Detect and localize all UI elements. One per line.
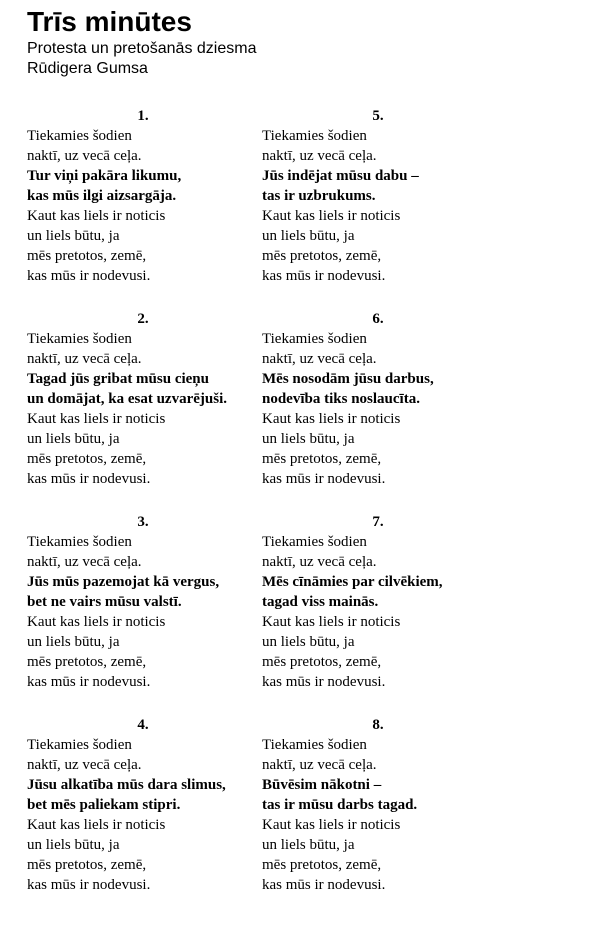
verse-line-bold: Jūsu alkatība mūs dara slimus, xyxy=(27,777,226,793)
verse-number: 4. xyxy=(137,717,149,733)
verse-line: Kaut kas liels ir noticis xyxy=(27,817,166,833)
verse-line-bold: tas ir uzbrukums. xyxy=(262,188,376,204)
verse-line: Kaut kas liels ir noticis xyxy=(27,411,166,427)
verse-6 xyxy=(262,309,494,489)
verse-line: Tiekamies šodien xyxy=(262,128,367,144)
verse-line-bold: Tagad jūs gribat mūsu cieņu xyxy=(27,371,209,387)
verse-1 xyxy=(27,106,259,286)
verse-number: 3. xyxy=(137,514,149,530)
subtitle: Protesta un pretošanās dziesma xyxy=(27,40,257,57)
verse-line: un liels būtu, ja xyxy=(27,634,120,650)
verse-3 xyxy=(27,512,259,692)
verse-line: naktī, uz vecā ceļa. xyxy=(262,351,377,367)
verse-4 xyxy=(27,715,259,895)
verse-number: 8. xyxy=(372,717,384,733)
verse-line: un liels būtu, ja xyxy=(27,837,120,853)
verse-line: kas mūs ir nodevusi. xyxy=(262,268,386,284)
verse-line: naktī, uz vecā ceļa. xyxy=(27,554,142,570)
verse-number: 1. xyxy=(137,108,149,124)
verse-line-bold: Tur viņi pakāra likumu, xyxy=(27,168,182,184)
verse-line: un liels būtu, ja xyxy=(262,837,355,853)
verse-line: Kaut kas liels ir noticis xyxy=(27,208,166,224)
verse-number: 5. xyxy=(372,108,384,124)
verse-line: un liels būtu, ja xyxy=(27,431,120,447)
verse-line-bold: Jūs indējat mūsu dabu – xyxy=(262,168,419,184)
page-title: Trīs minūtes xyxy=(27,6,192,37)
verse-5 xyxy=(262,106,494,286)
verse-line: naktī, uz vecā ceļa. xyxy=(262,757,377,773)
verse-line: un liels būtu, ja xyxy=(27,228,120,244)
verse-line: kas mūs ir nodevusi. xyxy=(262,877,386,893)
verse-line: kas mūs ir nodevusi. xyxy=(262,674,386,690)
verse-line: naktī, uz vecā ceļa. xyxy=(27,757,142,773)
verse-line: mēs pretotos, zemē, xyxy=(27,248,147,264)
verse-line: kas mūs ir nodevusi. xyxy=(27,877,151,893)
verse-line: Kaut kas liels ir noticis xyxy=(27,614,166,630)
verse-number: 2. xyxy=(137,311,149,327)
verse-line: mēs pretotos, zemē, xyxy=(262,857,382,873)
verse-line: Kaut kas liels ir noticis xyxy=(262,817,401,833)
verse-line: Kaut kas liels ir noticis xyxy=(262,208,401,224)
verse-7 xyxy=(262,512,494,692)
author: Rūdigera Gumsa xyxy=(27,60,148,77)
verse-line: mēs pretotos, zemē, xyxy=(27,857,147,873)
verse-line: kas mūs ir nodevusi. xyxy=(262,471,386,487)
verse-8 xyxy=(262,715,494,895)
verse-number: 7. xyxy=(372,514,384,530)
verse-line: mēs pretotos, zemē, xyxy=(262,654,382,670)
verse-line-bold: Mēs cīnāmies par cilvēkiem, xyxy=(262,574,443,590)
verse-number: 6. xyxy=(372,311,384,327)
verse-line: Tiekamies šodien xyxy=(262,331,367,347)
verse-line: mēs pretotos, zemē, xyxy=(27,451,147,467)
verse-line: Kaut kas liels ir noticis xyxy=(262,411,401,427)
verse-line: un liels būtu, ja xyxy=(262,431,355,447)
verse-line: kas mūs ir nodevusi. xyxy=(27,268,151,284)
verse-line: naktī, uz vecā ceļa. xyxy=(27,148,142,164)
verse-line: Tiekamies šodien xyxy=(27,534,132,550)
verse-line: kas mūs ir nodevusi. xyxy=(27,471,151,487)
verse-line: un liels būtu, ja xyxy=(262,228,355,244)
verse-line: naktī, uz vecā ceļa. xyxy=(262,554,377,570)
verse-line: naktī, uz vecā ceļa. xyxy=(27,351,142,367)
verse-line: Kaut kas liels ir noticis xyxy=(262,614,401,630)
verse-2 xyxy=(27,309,259,489)
verse-line-bold: bet ne vairs mūsu valstī. xyxy=(27,594,182,610)
verse-line: Tiekamies šodien xyxy=(262,737,367,753)
verse-line: un liels būtu, ja xyxy=(262,634,355,650)
verse-line: Tiekamies šodien xyxy=(27,128,132,144)
verse-line: Tiekamies šodien xyxy=(27,737,132,753)
verse-line: Tiekamies šodien xyxy=(262,534,367,550)
verse-line-bold: Mēs nosodām jūsu darbus, xyxy=(262,371,434,387)
verse-line-bold: un domājat, ka esat uzvarējuši. xyxy=(27,391,228,407)
verse-line-bold: kas mūs ilgi aizsargāja. xyxy=(27,188,177,204)
verse-line: mēs pretotos, zemē, xyxy=(27,654,147,670)
verse-line-bold: bet mēs paliekam stipri. xyxy=(27,797,181,813)
verse-line: kas mūs ir nodevusi. xyxy=(27,674,151,690)
verse-line: naktī, uz vecā ceļa. xyxy=(262,148,377,164)
verse-line-bold: Būvēsim nākotni – xyxy=(262,777,382,793)
verse-line-bold: tagad viss mainās. xyxy=(262,594,379,610)
verse-line: mēs pretotos, zemē, xyxy=(262,451,382,467)
verse-line-bold: tas ir mūsu darbs tagad. xyxy=(262,797,418,813)
verse-line-bold: Jūs mūs pazemojat kā vergus, xyxy=(27,574,220,590)
verse-line: Tiekamies šodien xyxy=(27,331,132,347)
verse-line: mēs pretotos, zemē, xyxy=(262,248,382,264)
verse-line-bold: nodevība tiks noslaucīta. xyxy=(262,391,420,407)
